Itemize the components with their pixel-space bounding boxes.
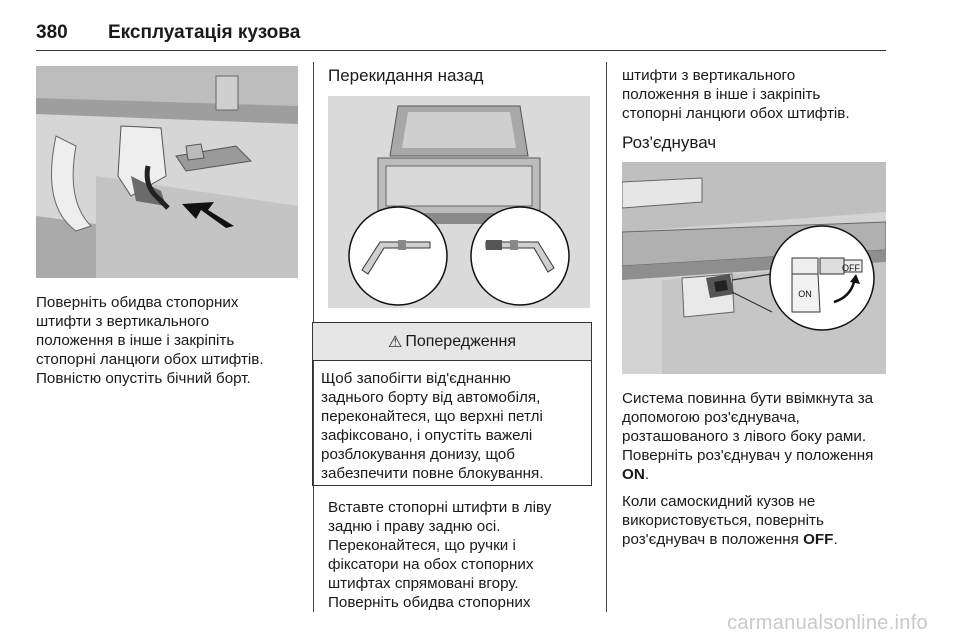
switch-state-on: ON (622, 466, 645, 483)
text-line: Щоб запобігти від'єднанню (321, 370, 511, 387)
text-line: переконайтеся, що верхні петлі (321, 408, 543, 425)
text-line: Поверніть обидва стопорних (328, 594, 531, 611)
col3-paragraph-1 (622, 389, 897, 484)
text-line: Коли самоскидний кузов не (622, 493, 816, 510)
warning-box (312, 322, 592, 486)
truck-rear-illustration (328, 96, 590, 308)
col2-text (328, 498, 598, 612)
text-line: розташованого з лівого боку рами. (622, 428, 867, 445)
text-line: задню і праву задню осі. (328, 518, 501, 535)
section-heading-tipping-back: Перекидання назад (328, 66, 484, 85)
text-line: положення в інше і закріпіть (36, 332, 235, 349)
page-title: Експлуатація кузова (108, 22, 301, 43)
warning-title: Попередження (405, 332, 517, 350)
text-line: фіксатори на обох стопорних (328, 556, 534, 573)
text-line: положення в інше і закріпіть (622, 86, 821, 103)
text-line: Повністю опустіть бічний борт. (36, 370, 251, 387)
switch-on-label: ON (798, 289, 812, 299)
text-line: штифтах спрямовані вгору. (328, 575, 519, 592)
col2-heading-wrap (328, 66, 598, 86)
col1-text (36, 293, 306, 388)
text-line: забезпечити повне блокування. (321, 465, 544, 482)
text-line: зафіксовано, і опустіть важелі (321, 427, 533, 444)
text-line: стопорні ланцюги обох штифтів. (622, 105, 850, 122)
watermark: carmanualsonline.info (727, 612, 928, 634)
section-heading-disconnector: Роз'єднувач (622, 133, 717, 152)
punctuation: . (644, 466, 650, 483)
col3-paragraph-2 (622, 492, 897, 549)
text-line: використовується, поверніть (622, 512, 824, 529)
col3-intro (622, 66, 892, 123)
punctuation: . (833, 531, 838, 548)
text-line: заднього борту від автомобіля, (321, 389, 541, 406)
col3-heading-wrap (622, 133, 892, 153)
col2-paragraph (328, 498, 598, 612)
page-header (36, 20, 886, 51)
text-line: допомогою роз'єднувача, (622, 409, 800, 426)
col3-text (622, 389, 897, 549)
text-line: стопорні ланцюги обох штифтів. (36, 351, 264, 368)
warning-header (313, 323, 591, 361)
disconnector-switch-illustration (622, 162, 886, 374)
switch-off-label: OFF (842, 263, 860, 273)
column-divider-right (606, 62, 607, 612)
text-line: Поверніть обидва стопорних (36, 294, 239, 311)
text-line: роз'єднувач в положення (622, 531, 804, 548)
warning-text (313, 361, 591, 483)
col3-intro-paragraph (622, 66, 892, 123)
text-line: штифти з вертикального (622, 67, 796, 84)
text-line: Поверніть роз'єднувач у положення (622, 447, 874, 464)
pin-hinge-illustration (36, 66, 298, 278)
switch-state-off: OFF (803, 531, 834, 548)
text-line: розблокування донизу, щоб (321, 446, 515, 463)
warning-triangle-icon: ⚠ (387, 333, 403, 351)
text-line: Переконайтеся, що ручки і (328, 537, 516, 554)
col1-paragraph (36, 293, 306, 388)
text-line: Вставте стопорні штифти в ліву (328, 499, 552, 516)
text-line: Система повинна бути ввімкнута за (622, 390, 874, 407)
page-number: 380 (36, 22, 68, 43)
text-line: штифти з вертикального (36, 313, 210, 330)
